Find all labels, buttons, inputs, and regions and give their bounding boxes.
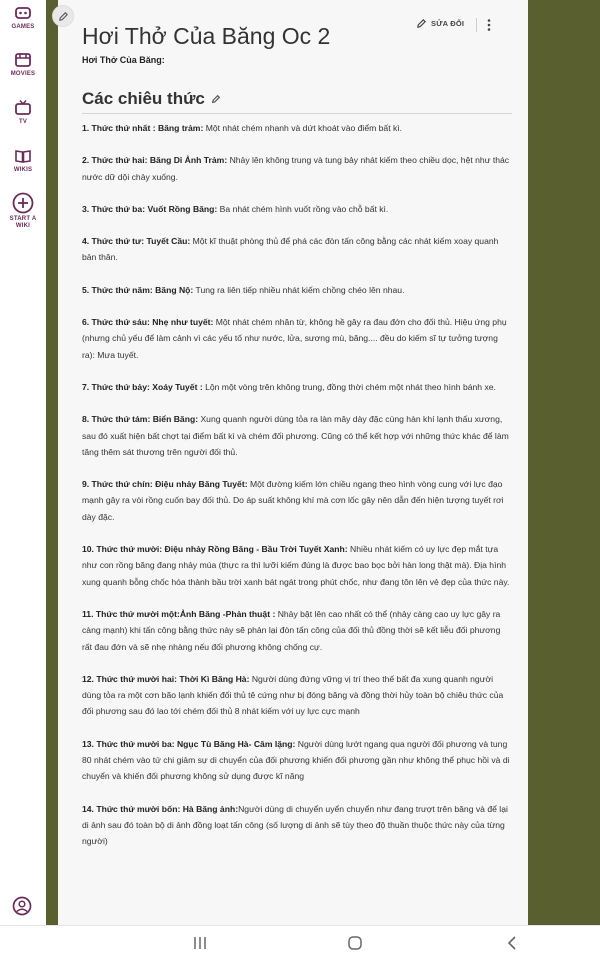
move-item: [82, 314, 512, 363]
move-item: [82, 201, 512, 217]
move-item: [82, 282, 512, 298]
quick-edit-button[interactable]: [53, 6, 73, 26]
rail-item-tv[interactable]: [0, 99, 46, 126]
move-name: 2. Thức thứ hai: Băng Di Ảnh Trảm:: [82, 155, 228, 166]
rail-label-start-a-wiki: START A WIKI: [9, 216, 37, 229]
rail-item-games[interactable]: [0, 4, 46, 31]
rail-label-movies: MOVIES: [10, 71, 36, 77]
move-description: Người dùng đứng vững vị trí theo thế bất đa xung quanh người dùng tỏa ra một cơn bão lạnh khiến đối thủ tê cứng như bị đóng băng và đồng thời hủy toàn bộ chiêu thức của đối phương sau đó lao tới chém đối thủ 8 nhát kiếm với uy lực cực mạnh: [82, 673, 504, 717]
move-description: Nhiều nhát kiếm có uy lực đẹp mắt tựa như con rồng băng đang nhảy múa (thực ra thì lưỡi kiếm đúng là được bao bọc bởi hàn long thật mà). Địa hình xung quanh bỗng chốc hóa thành bầu trời xanh bát ngát trong phút chốc, như đang tôn lên vẻ đẹp của thức này.: [82, 544, 510, 587]
book-icon: [14, 147, 32, 165]
move-description: Ba nhát chém hình vuốt rồng vào chỗ bất kì.: [217, 203, 389, 214]
film-icon: [14, 51, 32, 69]
more-options-button[interactable]: [485, 18, 493, 37]
plus-circle-icon: [12, 192, 34, 214]
move-item: [82, 671, 512, 720]
move-description: Một đường kiếm lớn chiều ngang theo hình vòng cung với lực đạo mạnh gây ra vòi rồng cuốn bay đối thủ. Do áp suất không khí mà cơn lốc gây nên dẫn đến hiện tượng tuyết rơi dày đặc.: [82, 479, 504, 522]
move-name: 11. Thức thứ mười một:Ảnh Băng -Phản thuật :: [82, 608, 276, 619]
rail-item-start-a-wiki[interactable]: [0, 192, 46, 230]
move-name: 1. Thức thứ nhất : Băng trảm:: [82, 123, 204, 133]
recent-apps-icon: [192, 935, 208, 951]
move-description: Tung ra liên tiếp nhiều nhát kiếm chồng chéo lên nhau.: [193, 284, 405, 295]
background-strip: [46, 0, 58, 925]
back-button[interactable]: [505, 935, 519, 956]
header-divider: [476, 18, 477, 32]
section-heading-text: Các chiêu thức: [82, 89, 205, 108]
article-intro: Hơi Thở Của Băng:: [82, 55, 165, 65]
rail-item-wikis[interactable]: [0, 147, 46, 174]
move-item: [82, 411, 512, 460]
more-vertical-icon: [485, 18, 493, 32]
home-icon: [347, 935, 363, 951]
page-title: Hơi Thở Của Băng Oc 2: [82, 23, 331, 50]
game-controller-icon: [14, 4, 32, 22]
edit-button-label: SỬA ĐỔI: [431, 19, 465, 28]
section-heading: [82, 89, 221, 109]
move-description: Một kĩ thuật phòng thủ để phá các đòn tấn công bằng các nhát kiếm xoay quanh bản thân.: [82, 236, 499, 263]
rail-item-movies[interactable]: [0, 51, 46, 78]
move-item: [82, 476, 512, 525]
recent-apps-button[interactable]: [192, 935, 208, 956]
move-name: 9. Thức thứ chín: Điệu nhảy Băng Tuyết:: [82, 479, 248, 490]
move-name: 6. Thức thứ sáu: Nhẹ như tuyết:: [82, 317, 214, 328]
move-name: 10. Thức thứ mười: Điệu nhảy Rồng Băng - Bầu Trời Tuyết Xanh:: [82, 544, 348, 555]
pencil-icon[interactable]: [211, 94, 221, 104]
move-item: [82, 606, 512, 655]
back-chevron-icon: [505, 935, 519, 951]
move-name: 7. Thức thứ bảy: Xoáy Tuyết :: [82, 381, 203, 392]
left-nav-rail: [0, 0, 47, 925]
move-description: Nhảy bật lên cao nhất có thể (nhảy càng cao uy lực gây ra càng mạnh) khi tấn công bằng thức này sẽ phản lại đòn tấn công của đối thủ đồng thời sẽ kết liễu đối phương rất đau đớn và sẽ nhẹ nhàng nếu đối phương không chống cự.: [82, 608, 501, 652]
move-description: Người dùng lướt ngang qua người đối phương và tung 80 nhát chém vào tứ chi giảm sự di chuyển của đối phương khiến đối phương gần như không thể phục hồi và di chuyển và khiến đối phương không sử dụng được kĩ năng: [82, 738, 510, 782]
move-name: 5. Thức thứ năm: Băng Nộ:: [82, 284, 194, 295]
background-right: [528, 0, 600, 925]
move-name: 8. Thức thứ tám: Biển Băng:: [82, 414, 199, 425]
move-item: [82, 736, 512, 785]
home-button[interactable]: [347, 935, 363, 956]
pencil-icon: [58, 11, 69, 22]
move-item: [82, 379, 512, 395]
move-name: 14. Thức thứ mười bốn: Hà Băng ảnh:: [82, 803, 239, 814]
move-description: Người dùng di chuyển uyển chuyển như đang trượt trên băng và để lại di ảnh sau đó toàn bộ di ảnh đồng loạt tấn công (số lượng di ảnh sẽ tùy theo độ thuần thuộc thức này của từng người): [82, 803, 508, 847]
move-name: 13. Thức thứ mười ba: Ngục Tù Băng Hà- Câm lặng:: [82, 738, 296, 749]
move-description: Xung quanh người dùng tỏa ra làn mây dày đặc cùng hàn khí lạnh thấu xương, sau đó xuất hiện bất chợt tại điểm bất kì và chém đối phương. Cũng có thể kết hợp với những thức khác để làm tăng thêm sát thương trên người đối thủ.: [82, 414, 509, 457]
move-item: [82, 541, 512, 590]
move-description: Lộn một vòng trên không trung, đồng thời chém một nhát theo hình bánh xe.: [202, 381, 496, 392]
move-description: Nhảy lên không trung và tung bảy nhát kiếm theo chiều dọc, hệt như thác nước dữ dội chảy xuống.: [82, 155, 510, 182]
rail-label-wikis: WIKIS: [13, 167, 33, 173]
move-item: [82, 120, 512, 136]
pencil-icon: [416, 18, 427, 29]
move-item: [82, 152, 512, 185]
move-name: 4. Thức thứ tư: Tuyết Cầu:: [82, 236, 191, 247]
move-description: Một nhát chém nhanh và dứt khoát vào điểm bất kì.: [203, 123, 403, 133]
move-description: Một nhát chém nhân từ, không hề gây ra đau đớn cho đối thủ. Hiệu ứng phụ (nhưng chủ yếu để làm cảnh vì các yếu tố như nước, lửa, sương mù, băng.... đều do kiếm sĩ tự tưởng tượng ra): Mưa tuyết.: [82, 317, 507, 360]
user-avatar-button[interactable]: [12, 896, 32, 921]
edit-button[interactable]: [416, 18, 464, 29]
moves-list: [82, 120, 512, 866]
section-divider: [82, 113, 512, 114]
move-name: 12. Thức thứ mười hai: Thời Kì Băng Hà:: [82, 673, 250, 684]
move-item: [82, 801, 512, 850]
system-nav-bar: [0, 925, 600, 960]
rail-label-games: GAMES: [11, 24, 35, 30]
user-avatar-icon: [12, 896, 32, 916]
rail-label-tv: TV: [18, 119, 28, 125]
move-item: [82, 233, 512, 266]
move-name: 3. Thức thứ ba: Vuốt Rồng Băng:: [82, 203, 218, 214]
tv-icon: [14, 99, 32, 117]
